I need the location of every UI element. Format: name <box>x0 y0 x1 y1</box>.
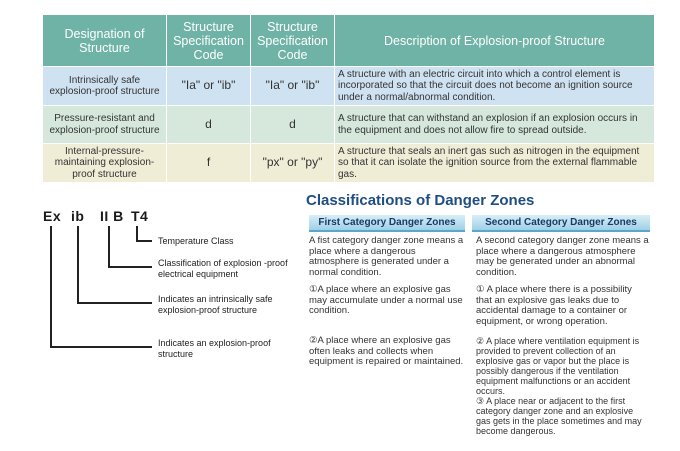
second-zone-item-2: ② A place where ventilation equipment is provided to prevent collection of an explosive gas or vapor but the place is possibly dangerous if the ventilation equipment malfunctions or an accident occurs. <box>476 336 640 396</box>
table-header-row <box>43 15 655 67</box>
label-temperature-class: Temperature Class <box>158 236 234 246</box>
connector-line <box>77 226 79 304</box>
first-category-heading: First Category Danger Zones <box>309 215 465 232</box>
code-cell: "px" or "py" <box>251 144 335 183</box>
header-code-2: Structure Specification Code <box>251 15 335 67</box>
connector-line <box>108 266 152 268</box>
code-cell: "Ia" or "ib" <box>167 67 251 106</box>
second-zone-intro: A second category danger zone means a place where a dangerous atmosphere may be generated under an abnormal condition. <box>476 235 649 278</box>
first-zone-item-2: ②A place where an explosive gas often leaks and collects when equipment is repaired or maintained. <box>309 335 464 367</box>
second-category-heading: Second Category Danger Zones <box>472 215 650 232</box>
label-classification: Classification of explosion -proof electrical equipment <box>158 258 288 279</box>
description-cell: A structure that seals an inert gas such as nitrogen in the equipment so that it can isolate the ignition source from the external flammable gas. <box>335 144 655 183</box>
header-designation: Designation of Structure <box>43 15 167 67</box>
designation-cell: Internal-pressure-maintaining explosion-proof structure <box>43 144 167 183</box>
mark-iib: II B <box>100 208 124 224</box>
description-cell: A structure that can withstand an explosion if an explosion occurs in the equipment and does not allow fire to spread outside. <box>335 106 655 144</box>
mark-ib: ib <box>71 208 85 224</box>
explosion-proof-structure-table <box>42 14 655 183</box>
label-explosion-proof: Indicates an explosion-proof structure <box>158 338 271 359</box>
second-zone-item-3: ③ A place near or adjacent to the first category danger zone and an explosive gas gets in the place sometimes and may become dangerous. <box>476 396 642 436</box>
header-code-1: Structure Specification Code <box>167 15 251 67</box>
first-zone-item-1: ①A place where an explosive gas may accumulate under a normal use condition. <box>309 284 463 316</box>
mark-ex: Ex <box>43 208 62 224</box>
connector-line <box>50 346 152 348</box>
header-description: Description of Explosion-proof Structure <box>335 15 655 67</box>
connector-line <box>108 226 110 268</box>
designation-cell: Intrinsically safe explosion-proof structure <box>43 67 167 106</box>
code-cell: "Ia" or "ib" <box>251 67 335 106</box>
code-cell: f <box>167 144 251 183</box>
table-row <box>43 144 655 183</box>
table-row <box>43 67 655 106</box>
connector-line <box>77 302 152 304</box>
connector-line <box>50 226 52 348</box>
connector-line <box>136 240 152 242</box>
first-zone-intro: A fist category danger zone means a place where a dangerous atmosphere is generated under a normal condition. <box>309 235 464 278</box>
code-cell: d <box>167 106 251 144</box>
description-cell: A structure with an electric circuit into which a control element is incorporated so that the circuit does not become an ignition source under a normal/abnormal condition. <box>335 67 655 106</box>
danger-zones-title: Classifications of Danger Zones <box>306 192 535 209</box>
label-intrinsic: Indicates an intrinsically safe explosion-proof structure <box>158 294 273 315</box>
second-zone-item-1: ① A place where there is a possibility that an explosive gas leaks due to accidental damage to a container or equipment, or wrong operation. <box>476 284 632 327</box>
table-row <box>43 106 655 144</box>
code-cell: d <box>251 106 335 144</box>
designation-cell: Pressure-resistant and explosion-proof structure <box>43 106 167 144</box>
mark-t4: T4 <box>131 208 149 224</box>
